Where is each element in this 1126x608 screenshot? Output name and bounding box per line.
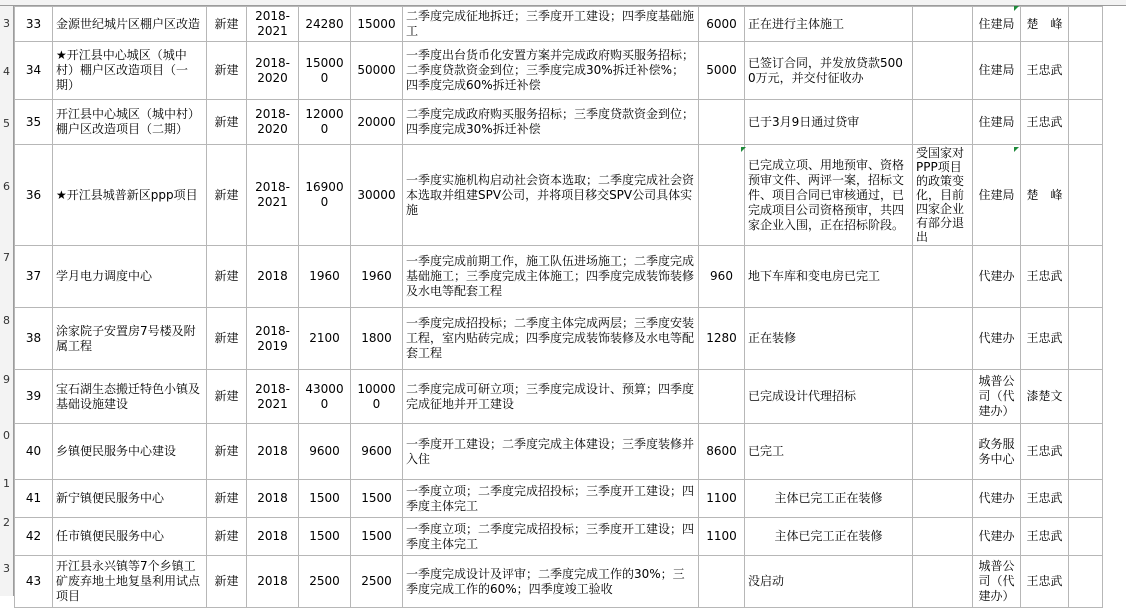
quarterly-plan-cell[interactable]: 一季度立项；二季度完成招投标；三季度开工建设；四季度主体完工 (403, 518, 699, 556)
responsible-unit-cell[interactable]: 城普公司（代建办） (973, 556, 1021, 608)
progress-cell[interactable]: 已于3月9日通过贷审 (745, 100, 913, 145)
annual-investment-cell[interactable]: 1500 (351, 480, 403, 518)
total-investment-cell[interactable]: 2500 (299, 556, 351, 608)
row-number[interactable]: 5 (3, 117, 10, 130)
quarterly-plan-cell[interactable]: 二季度完成可研立项；三季度完成设计、预算；四季度完成征地并开工建设 (403, 370, 699, 424)
row-number[interactable]: 2 (3, 515, 10, 529)
annual-investment-cell[interactable]: 2500 (351, 556, 403, 608)
responsible-unit-cell[interactable]: 住建局 (973, 145, 1021, 246)
seq-cell[interactable]: 43 (15, 556, 53, 608)
quarterly-plan-cell[interactable]: 一季度完成招投标；二季度主体完成两层；三季度安装工程，室内贴砖完成；四季度完成装饰装修及水电等配套工程 (403, 308, 699, 370)
issue-cell[interactable] (913, 42, 973, 100)
project-name-cell[interactable]: 金源世纪城片区棚户区改造 (53, 7, 207, 42)
blank-cell[interactable] (1069, 556, 1103, 608)
total-investment-cell[interactable]: 1500 (299, 518, 351, 556)
leader-cell[interactable]: 王忠武 (1021, 246, 1069, 308)
progress-cell[interactable]: 已完工 (745, 424, 913, 480)
leader-cell[interactable]: 王忠武 (1021, 42, 1069, 100)
build-type-cell[interactable]: 新建 (207, 370, 247, 424)
annual-investment-cell[interactable]: 50000 (351, 42, 403, 100)
row-number[interactable]: 0 (3, 428, 10, 442)
project-name-cell[interactable]: 乡镇便民服务中心建设 (53, 424, 207, 480)
period-cell[interactable]: 2018 (247, 480, 299, 518)
table-row (15, 100, 1103, 145)
period-cell[interactable]: 2018- 2021 (247, 370, 299, 424)
quarterly-plan-cell[interactable]: 一季度完成前期工作，施工队伍进场施工；二季度完成基础施工；三季度完成主体施工；四季度完成装饰装修及水电等配套工程 (403, 246, 699, 308)
row-number[interactable]: 8 (3, 313, 10, 327)
completed-investment-cell[interactable] (699, 556, 745, 608)
responsible-unit-cell[interactable]: 代建办 (973, 518, 1021, 556)
issue-cell[interactable] (913, 308, 973, 370)
project-name-cell[interactable]: 开江县中心城区（城中村）棚户区改造项目（二期） (53, 100, 207, 145)
issue-cell[interactable] (913, 246, 973, 308)
build-type-cell[interactable]: 新建 (207, 7, 247, 42)
issue-cell[interactable]: 受国家对PPP项目的政策变化，目前四家企业有部分退出 (913, 145, 973, 246)
issue-cell[interactable] (913, 370, 973, 424)
annual-investment-cell[interactable]: 1800 (351, 308, 403, 370)
build-type-cell[interactable]: 新建 (207, 42, 247, 100)
table-row (15, 556, 1103, 608)
period-cell[interactable]: 2018- 2019 (247, 308, 299, 370)
seq-cell[interactable]: 35 (15, 100, 53, 145)
blank-cell[interactable] (1069, 370, 1103, 424)
total-investment-cell[interactable]: 2100 (299, 308, 351, 370)
leader-cell[interactable]: 楚 峰 (1021, 145, 1069, 246)
annual-investment-cell[interactable]: 100000 (351, 370, 403, 424)
total-investment-cell[interactable]: 150000 (299, 42, 351, 100)
build-type-cell[interactable]: 新建 (207, 424, 247, 480)
seq-cell[interactable]: 42 (15, 518, 53, 556)
leader-cell[interactable]: 漆楚文 (1021, 370, 1069, 424)
completed-investment-cell[interactable]: 1280 (699, 308, 745, 370)
period-cell[interactable]: 2018 (247, 246, 299, 308)
table-row (15, 308, 1103, 370)
blank-cell[interactable] (1069, 100, 1103, 145)
total-investment-cell[interactable]: 1960 (299, 246, 351, 308)
issue-cell[interactable] (913, 424, 973, 480)
total-investment-cell[interactable]: 120000 (299, 100, 351, 145)
progress-cell[interactable]: 已签订合同，并发放贷款5000万元，并交付征收办 (745, 42, 913, 100)
progress-cell[interactable]: 主体已完工正在装修 (745, 480, 913, 518)
project-table (14, 6, 1103, 608)
total-investment-cell[interactable]: 24280 (299, 7, 351, 42)
table-row (15, 145, 1103, 246)
completed-investment-cell[interactable] (699, 370, 745, 424)
issue-cell[interactable] (913, 556, 973, 608)
responsible-unit-cell[interactable]: 住建局 (973, 100, 1021, 145)
row-header-column (0, 6, 14, 596)
blank-cell[interactable] (1069, 480, 1103, 518)
blank-cell[interactable] (1069, 145, 1103, 246)
annual-investment-cell[interactable]: 20000 (351, 100, 403, 145)
leader-cell[interactable]: 楚 峰 (1021, 7, 1069, 42)
annual-investment-cell[interactable]: 30000 (351, 145, 403, 246)
project-name-cell[interactable]: ★开江县城普新区ppp项目 (53, 145, 207, 246)
row-number[interactable]: 1 (3, 476, 10, 490)
progress-cell[interactable]: 已完成立项、用地预审、资格预审文件、两评一案，招标文件、项目合同已审核通过，已完成项目公司资格预审，共四家企业入围，正在招标阶段。 (745, 145, 913, 246)
completed-investment-cell[interactable]: 1100 (699, 518, 745, 556)
leader-cell[interactable]: 王忠武 (1021, 480, 1069, 518)
period-cell[interactable]: 2018 (247, 518, 299, 556)
responsible-unit-cell[interactable]: 代建办 (973, 480, 1021, 518)
blank-cell[interactable] (1069, 518, 1103, 556)
quarterly-plan-cell[interactable]: 二季度完成征地拆迁；三季度开工建设；四季度基础施工 (403, 7, 699, 42)
completed-investment-cell[interactable]: 8600 (699, 424, 745, 480)
seq-cell[interactable]: 38 (15, 308, 53, 370)
period-cell[interactable]: 2018- 2021 (247, 145, 299, 246)
blank-cell[interactable] (1069, 42, 1103, 100)
table-row (15, 7, 1103, 42)
seq-cell[interactable]: 33 (15, 7, 53, 42)
progress-cell[interactable]: 主体已完工正在装修 (745, 518, 913, 556)
table-row (15, 424, 1103, 480)
annual-investment-cell[interactable]: 15000 (351, 7, 403, 42)
responsible-unit-cell[interactable]: 城普公司（代建办） (973, 370, 1021, 424)
total-investment-cell[interactable]: 1500 (299, 480, 351, 518)
responsible-unit-cell[interactable]: 代建办 (973, 308, 1021, 370)
build-type-cell[interactable]: 新建 (207, 100, 247, 145)
seq-cell[interactable]: 39 (15, 370, 53, 424)
table-row (15, 370, 1103, 424)
table-row (15, 42, 1103, 100)
project-name-cell[interactable]: 任市镇便民服务中心 (53, 518, 207, 556)
responsible-unit-cell[interactable]: 代建办 (973, 246, 1021, 308)
leader-cell[interactable]: 王忠武 (1021, 308, 1069, 370)
blank-cell[interactable] (1069, 7, 1103, 42)
project-name-cell[interactable]: ★开江县中心城区（城中村）棚户区改造项目（一期） (53, 42, 207, 100)
table-row (15, 518, 1103, 556)
quarterly-plan-cell[interactable]: 一季度开工建设；二季度完成主体建设；三季度装修并入住 (403, 424, 699, 480)
issue-cell[interactable] (913, 7, 973, 42)
blank-cell[interactable] (1069, 308, 1103, 370)
seq-cell[interactable]: 40 (15, 424, 53, 480)
project-name-cell[interactable]: 宝石湖生态搬迁特色小镇及基础设施建设 (53, 370, 207, 424)
leader-cell[interactable]: 王忠武 (1021, 556, 1069, 608)
comment-marker-icon (1014, 6, 1019, 11)
period-cell[interactable]: 2018- 2020 (247, 100, 299, 145)
seq-cell[interactable]: 36 (15, 145, 53, 246)
row-number[interactable]: 3 (3, 561, 10, 575)
row-number[interactable]: 7 (3, 250, 10, 264)
issue-cell[interactable] (913, 480, 973, 518)
annual-investment-cell[interactable]: 1500 (351, 518, 403, 556)
build-type-cell[interactable]: 新建 (207, 246, 247, 308)
completed-investment-cell[interactable]: 6000 (699, 7, 745, 42)
blank-cell[interactable] (1069, 424, 1103, 480)
project-name-cell[interactable]: 开江县永兴镇等7个乡镇工矿废弃地土地复垦利用试点项目 (53, 556, 207, 608)
responsible-unit-cell[interactable]: 住建局 (973, 42, 1021, 100)
comment-marker-icon (741, 147, 746, 152)
build-type-cell[interactable]: 新建 (207, 556, 247, 608)
responsible-unit-cell[interactable]: 住建局 (973, 7, 1021, 42)
project-name-cell[interactable]: 学月电力调度中心 (53, 246, 207, 308)
progress-cell[interactable]: 地下车库和变电房已完工 (745, 246, 913, 308)
progress-cell[interactable]: 正在进行主体施工 (745, 7, 913, 42)
project-name-cell[interactable]: 涂家院子安置房7号楼及附属工程 (53, 308, 207, 370)
progress-cell[interactable]: 没启动 (745, 556, 913, 608)
period-cell[interactable]: 2018 (247, 556, 299, 608)
row-number[interactable]: 9 (3, 372, 10, 386)
row-number[interactable]: 4 (3, 64, 10, 78)
completed-investment-cell[interactable] (699, 100, 745, 145)
row-number[interactable]: 3 (3, 17, 10, 30)
progress-cell[interactable]: 正在装修 (745, 308, 913, 370)
build-type-cell[interactable]: 新建 (207, 308, 247, 370)
project-name-cell[interactable]: 新宁镇便民服务中心 (53, 480, 207, 518)
table-row (15, 480, 1103, 518)
comment-marker-icon (1014, 147, 1019, 152)
completed-investment-cell[interactable]: 5000 (699, 42, 745, 100)
quarterly-plan-cell[interactable]: 一季度出台货币化安置方案并完成政府购买服务招标；二季度贷款资金到位；三季度完成30%拆迁补偿%；四季度完成60%拆迁补偿 (403, 42, 699, 100)
quarterly-plan-cell[interactable]: 一季度完成设计及评审；二季度完成工作的30%；三季度完成工作的60%；四季度竣工验收 (403, 556, 699, 608)
table-row (15, 246, 1103, 308)
seq-cell[interactable]: 41 (15, 480, 53, 518)
leader-cell[interactable]: 王忠武 (1021, 424, 1069, 480)
quarterly-plan-cell[interactable]: 一季度立项；二季度完成招投标；三季度开工建设；四季度主体完工 (403, 480, 699, 518)
total-investment-cell[interactable]: 169000 (299, 145, 351, 246)
seq-cell[interactable]: 34 (15, 42, 53, 100)
period-cell[interactable]: 2018- 2021 (247, 7, 299, 42)
leader-cell[interactable]: 王忠武 (1021, 518, 1069, 556)
progress-cell[interactable]: 已完成设计代理招标 (745, 370, 913, 424)
completed-investment-cell[interactable] (699, 145, 745, 246)
total-investment-cell[interactable]: 430000 (299, 370, 351, 424)
row-number[interactable]: 6 (3, 179, 10, 193)
responsible-unit-cell[interactable]: 政务服务中心 (973, 424, 1021, 480)
period-cell[interactable]: 2018 (247, 424, 299, 480)
annual-investment-cell[interactable]: 9600 (351, 424, 403, 480)
completed-investment-cell[interactable]: 1100 (699, 480, 745, 518)
total-investment-cell[interactable]: 9600 (299, 424, 351, 480)
period-cell[interactable]: 2018- 2020 (247, 42, 299, 100)
build-type-cell[interactable]: 新建 (207, 145, 247, 246)
leader-cell[interactable]: 王忠武 (1021, 100, 1069, 145)
completed-investment-cell[interactable]: 960 (699, 246, 745, 308)
issue-cell[interactable] (913, 518, 973, 556)
build-type-cell[interactable]: 新建 (207, 480, 247, 518)
quarterly-plan-cell[interactable]: 一季度实施机构启动社会资本选取；二季度完成社会资本选取并组建SPV公司，并将项目移交SPV公司具体实施 (403, 145, 699, 246)
annual-investment-cell[interactable]: 1960 (351, 246, 403, 308)
build-type-cell[interactable]: 新建 (207, 518, 247, 556)
blank-cell[interactable] (1069, 246, 1103, 308)
issue-cell[interactable] (913, 100, 973, 145)
quarterly-plan-cell[interactable]: 二季度完成政府购买服务招标；三季度贷款资金到位；四季度完成30%拆迁补偿 (403, 100, 699, 145)
seq-cell[interactable]: 37 (15, 246, 53, 308)
